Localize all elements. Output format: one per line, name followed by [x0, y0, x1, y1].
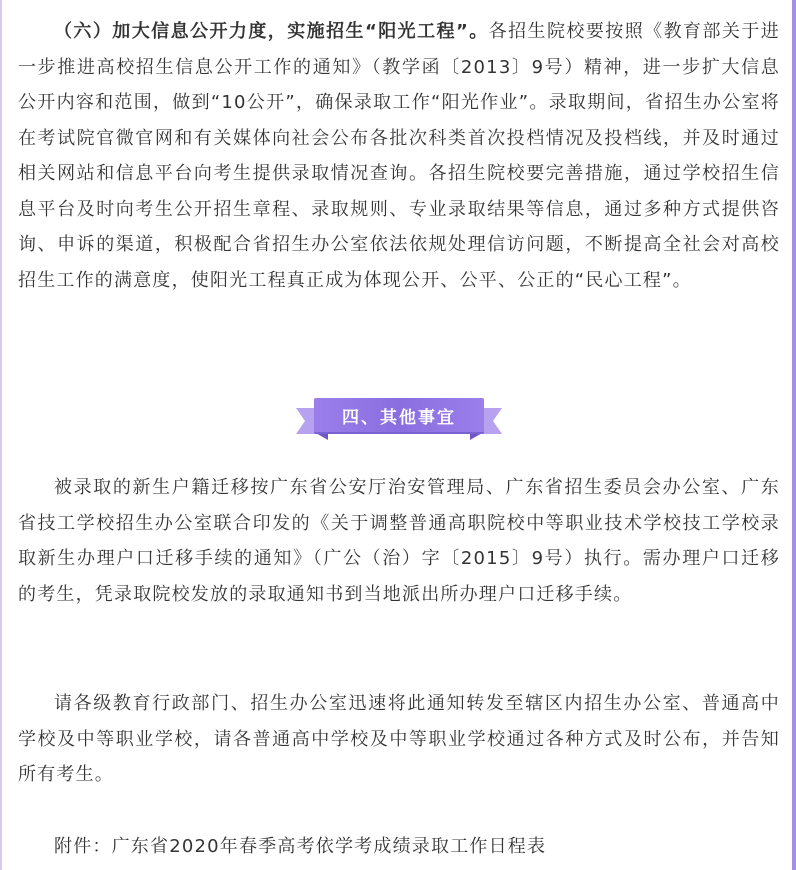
section-six-body: 各招生院校要按照《教育部关于进一步推进高校招生信息公开工作的通知》（教学函〔2013〕9号）精神，进一步扩大信息公开内容和范围，做到“10公开”，确保录取工作“阳光作业”。录取期间，省招生办公室将在考试院官微官网和有关媒体向社会公布各批次科类首次投档情况及投档线，并及时通过相关网站和信息平台向考生提供录取情况查询。各招生院校要完善措施，通过学校招生信息平台及时向考生公开招生章程、录取规则、专业录取结果等信息，通过多种方式提供咨询、申诉的渠道，积极配合省招生办公室依法依规处理信访问题，不断提高全社会对高校招生工作的满意度，使阳光工程真正成为体现公开、公平、公正的“民心工程”。 [18, 21, 780, 291]
attachment-line: 附件：广东省2020年春季高考依学考成绩录取工作日程表 [54, 836, 547, 857]
section-heading-title: 四、其他事宜 [342, 407, 456, 428]
section-heading-ribbon [296, 396, 502, 444]
household-transfer-paragraph: 被录取的新生户籍迁移按广东省公安厅治安管理局、广东省招生委员会办公室、广东省技工学校招生办公室联合印发的《关于调整普通高职院校中等职业技术学校技工学校录取新生办理户口迁移手续的通知》（广公（治）字〔2015〕9号）执行。需办理户口迁移的考生，凭录取院校发放的录取通知书到当地派出所办理户口迁移手续。 [18, 477, 780, 605]
forward-notice-paragraph: 请各级教育行政部门、招生办公室迅速将此通知转发至辖区内招生办公室、普通高中学校及中等职业学校，请各普通高中学校及中等职业学校通过各种方式及时公布，并告知所有考生。 [18, 693, 780, 785]
section-six-paragraph [18, 14, 780, 298]
ribbon-banner [314, 398, 484, 432]
section-six-lead: （六）加大信息公开力度，实施招生“阳光工程”。 [54, 21, 489, 42]
